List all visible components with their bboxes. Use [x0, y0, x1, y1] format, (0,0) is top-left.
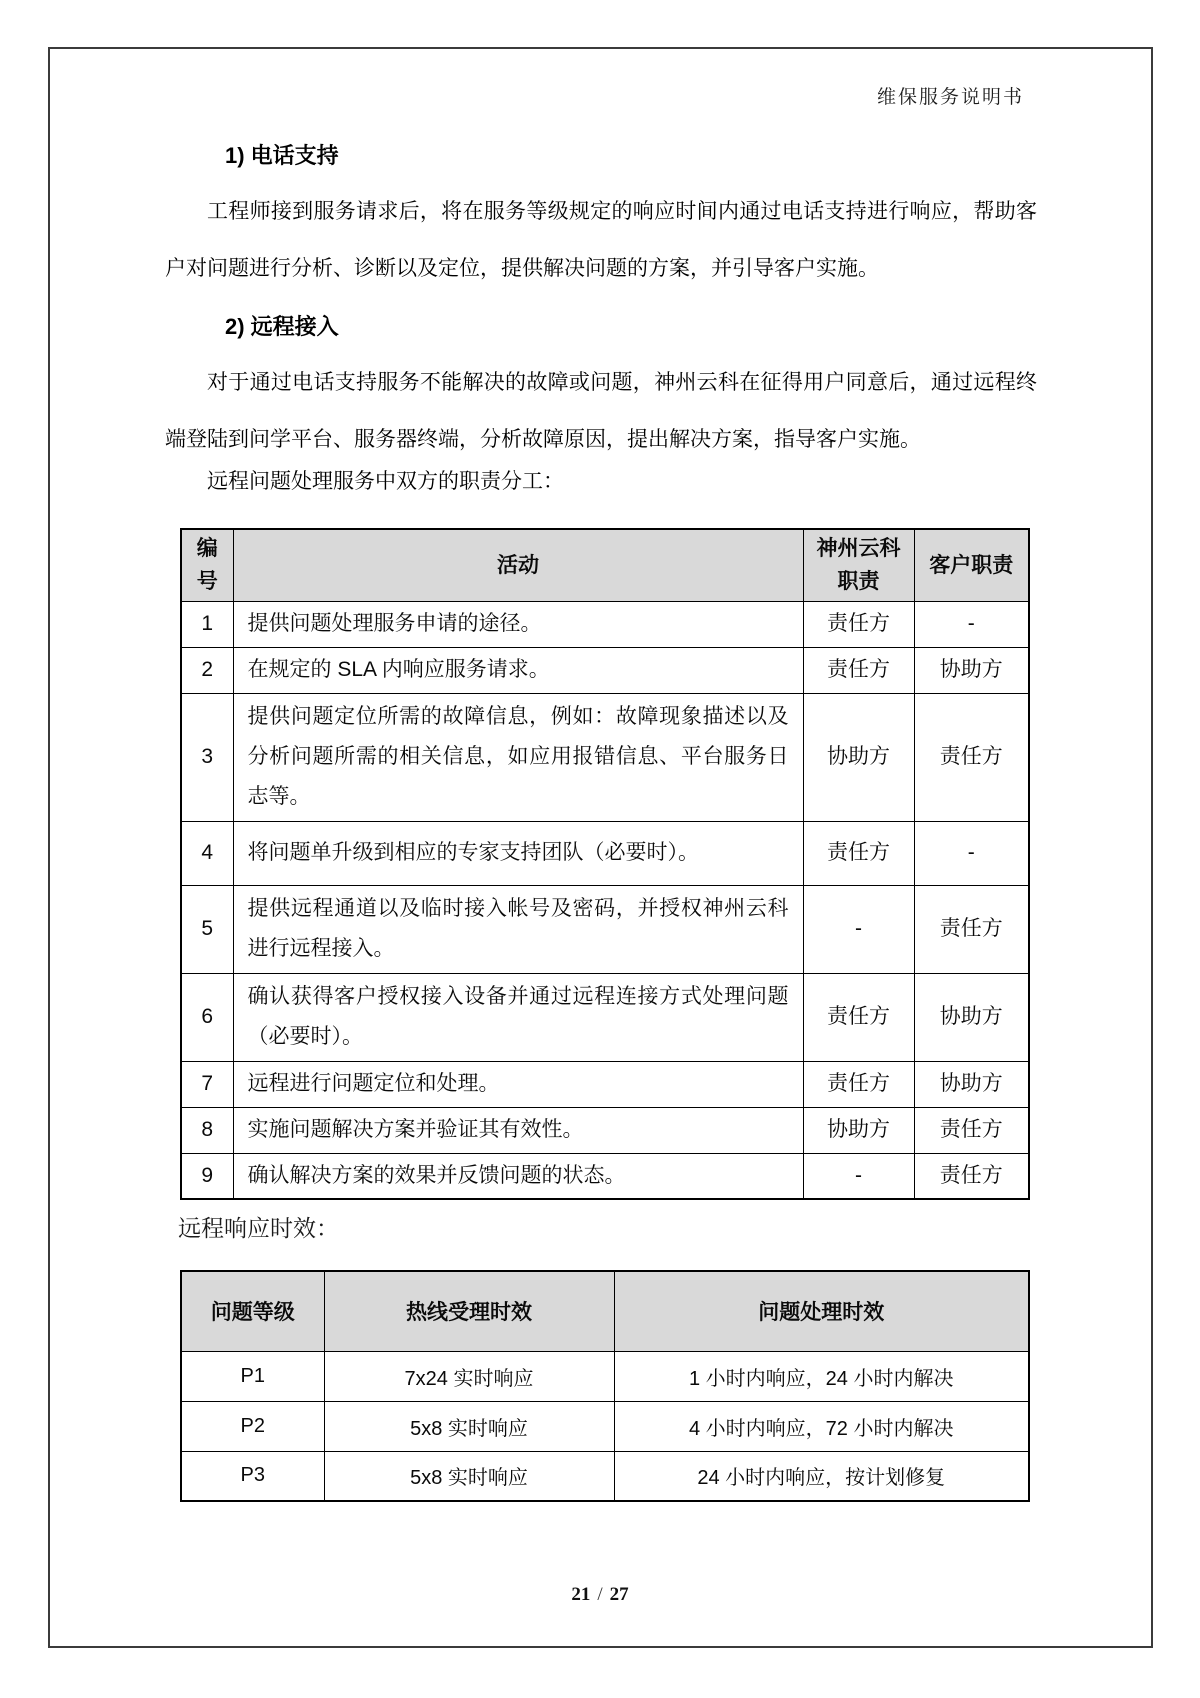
cell-handling: 1 小时内响应，24 小时内解决 — [614, 1351, 1029, 1401]
paragraph-remote-access: 对于通过电话支持服务不能解决的故障或问题，神州云科在征得用户同意后，通过远程终端登陆到问学平台、服务器终端，分析故障原因，提出解决方案，指导客户实施。 — [165, 371, 1037, 451]
cell-activity: 将问题单升级到相应的专家支持团队（必要时）。 — [233, 821, 803, 885]
col-header-activity: 活动 — [233, 529, 803, 601]
total-page-number: 27 — [609, 1584, 629, 1605]
cell-customer-role: 协助方 — [914, 1061, 1029, 1107]
page-number-footer — [0, 1584, 1200, 1606]
cell-vendor-role: 协助方 — [803, 1107, 914, 1153]
col-header-handling-sla: 问题处理时效 — [614, 1271, 1029, 1351]
cell-activity: 提供远程通道以及临时接入帐号及密码，并授权神州云科进行远程接入。 — [233, 885, 803, 973]
col-header-no: 编号 — [181, 529, 233, 601]
page-number-separator: / — [597, 1584, 603, 1605]
col-header-problem-level: 问题等级 — [181, 1271, 324, 1351]
sla-table — [180, 1270, 1030, 1502]
cell-vendor-role: 责任方 — [803, 821, 914, 885]
cell-activity: 远程进行问题定位和处理。 — [233, 1061, 803, 1107]
table-row — [181, 1107, 1029, 1153]
cell-no: 2 — [181, 647, 233, 693]
cell-vendor-role: 协助方 — [803, 693, 914, 821]
cell-customer-role: 协助方 — [914, 647, 1029, 693]
cell-vendor-role: 责任方 — [803, 647, 914, 693]
section-heading-phone-support: 1) 电话支持 — [225, 143, 339, 168]
cell-no: 3 — [181, 693, 233, 821]
table-row — [181, 1401, 1029, 1451]
table-row — [181, 821, 1029, 885]
col-header-vendor-role: 神州云科职责 — [803, 529, 914, 601]
section-heading-remote-access: 2) 远程接入 — [225, 314, 339, 339]
cell-vendor-role: 责任方 — [803, 973, 914, 1061]
cell-no: 9 — [181, 1153, 233, 1199]
cell-level: P2 — [181, 1401, 324, 1451]
cell-no: 7 — [181, 1061, 233, 1107]
cell-hotline: 5x8 实时响应 — [324, 1401, 614, 1451]
table-row — [181, 1153, 1029, 1199]
table-row — [181, 1351, 1029, 1401]
cell-vendor-role: 责任方 — [803, 1061, 914, 1107]
responsibility-table — [180, 528, 1030, 1200]
cell-customer-role: 责任方 — [914, 1107, 1029, 1153]
cell-activity: 提供问题定位所需的故障信息，例如：故障现象描述以及分析问题所需的相关信息，如应用报错信息、平台服务日志等。 — [233, 693, 803, 821]
cell-customer-role: - — [914, 601, 1029, 647]
table-row — [181, 885, 1029, 973]
table-header-row — [181, 529, 1029, 601]
current-page-number: 21 — [571, 1584, 591, 1605]
cell-customer-role: 责任方 — [914, 885, 1029, 973]
cell-no: 8 — [181, 1107, 233, 1153]
cell-no: 6 — [181, 973, 233, 1061]
cell-hotline: 7x24 实时响应 — [324, 1351, 614, 1401]
cell-hotline: 5x8 实时响应 — [324, 1451, 614, 1501]
paragraph-phone-support: 工程师接到服务请求后，将在服务等级规定的响应时间内通过电话支持进行响应，帮助客户对问题进行分析、诊断以及定位，提供解决问题的方案，并引导客户实施。 — [165, 200, 1037, 280]
cell-customer-role: 协助方 — [914, 973, 1029, 1061]
col-header-hotline-sla: 热线受理时效 — [324, 1271, 614, 1351]
table-row — [181, 1451, 1029, 1501]
cell-level: P3 — [181, 1451, 324, 1501]
cell-handling: 4 小时内响应，72 小时内解决 — [614, 1401, 1029, 1451]
cell-activity: 实施问题解决方案并验证其有效性。 — [233, 1107, 803, 1153]
cell-customer-role: - — [914, 821, 1029, 885]
cell-activity: 确认解决方案的效果并反馈问题的状态。 — [233, 1153, 803, 1199]
cell-no: 4 — [181, 821, 233, 885]
sla-table-intro: 远程响应时效： — [178, 1215, 339, 1241]
cell-vendor-role: - — [803, 885, 914, 973]
table-header-row — [181, 1271, 1029, 1351]
cell-vendor-role: 责任方 — [803, 601, 914, 647]
cell-vendor-role: - — [803, 1153, 914, 1199]
running-header-title: 维保服务说明书 — [876, 87, 1024, 108]
responsibility-table-intro: 远程问题处理服务中双方的职责分工： — [207, 470, 564, 493]
cell-no: 1 — [181, 601, 233, 647]
cell-customer-role: 责任方 — [914, 693, 1029, 821]
table-row — [181, 693, 1029, 821]
cell-customer-role: 责任方 — [914, 1153, 1029, 1199]
cell-no: 5 — [181, 885, 233, 973]
table-row — [181, 601, 1029, 647]
table-row — [181, 1061, 1029, 1107]
table-row — [181, 647, 1029, 693]
table-row — [181, 973, 1029, 1061]
cell-activity: 在规定的 SLA 内响应服务请求。 — [233, 647, 803, 693]
cell-activity: 提供问题处理服务申请的途径。 — [233, 601, 803, 647]
cell-activity: 确认获得客户授权接入设备并通过远程连接方式处理问题（必要时）。 — [233, 973, 803, 1061]
col-header-customer-role: 客户职责 — [914, 529, 1029, 601]
cell-handling: 24 小时内响应，按计划修复 — [614, 1451, 1029, 1501]
cell-level: P1 — [181, 1351, 324, 1401]
